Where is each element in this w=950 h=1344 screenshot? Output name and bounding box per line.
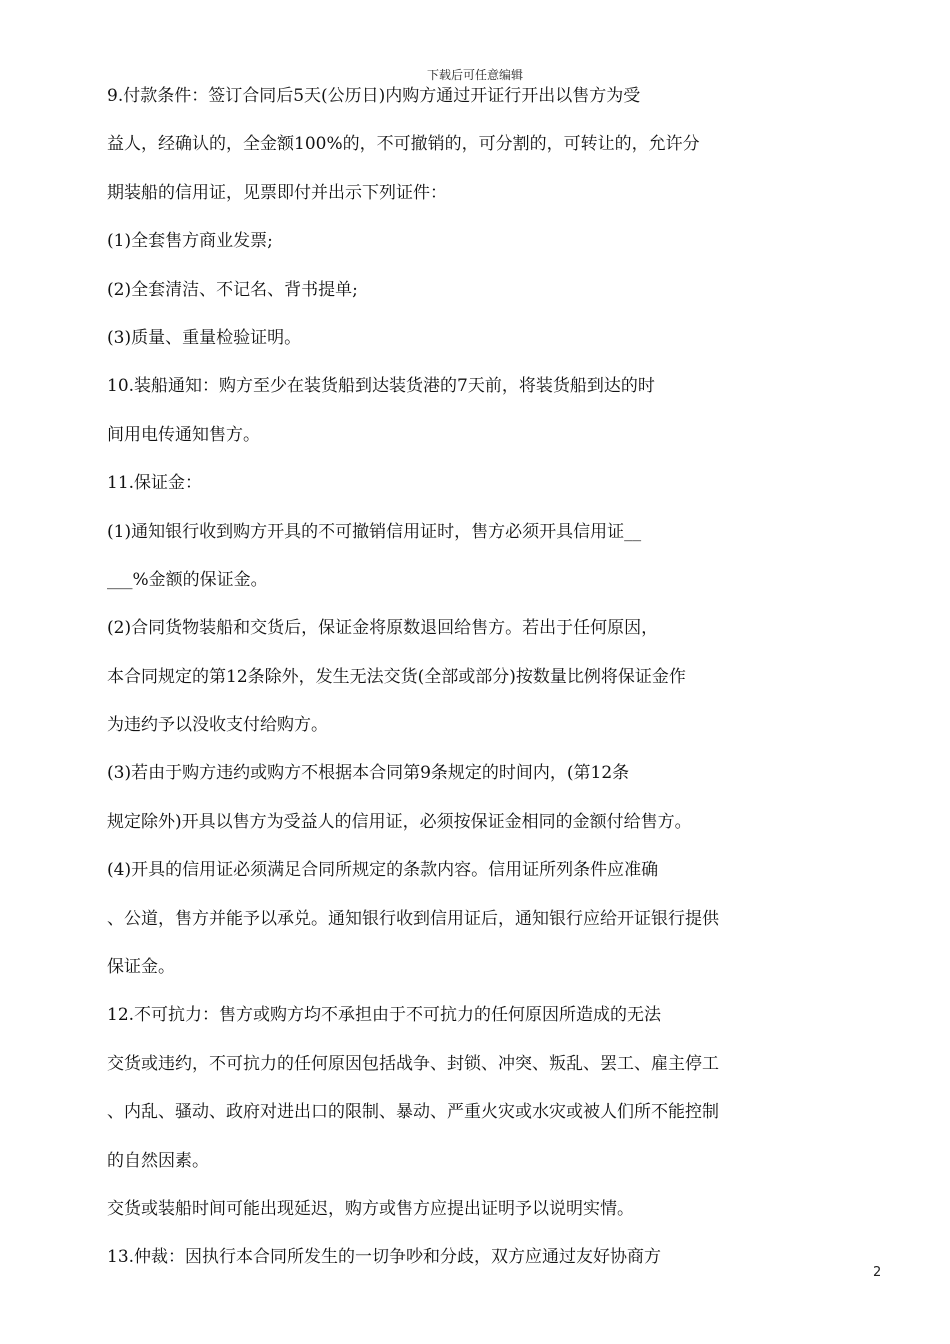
- text-line: ___%金额的保证金。: [107, 569, 268, 590]
- text-line: 保证金。: [107, 957, 175, 978]
- text-line: 交货或装船时间可能出现延迟，购方或售方应提出证明予以说明实情。: [107, 1198, 634, 1219]
- text-line: 为违约予以没收支付给购方。: [107, 715, 328, 736]
- text-line: 10.装船通知：购方至少在装货船到达装货港的7天前，将装货船到达的时: [107, 376, 655, 397]
- text-line: (2)全套清洁、不记名、背书提单;: [107, 279, 358, 300]
- text-line: 12.不可抗力：售方或购方均不承担由于不可抗力的任何原因所造成的无法: [107, 1005, 662, 1026]
- page-number: 2: [873, 1265, 882, 1280]
- text-line: 13.仲裁：因执行本合同所发生的一切争吵和分歧，双方应通过友好协商方: [107, 1247, 662, 1268]
- text-line: 益人，经确认的，全金额100%的，不可撤销的，可分割的，可转让的，允许分: [107, 134, 700, 155]
- text-line: 、内乱、骚动、政府对进出口的限制、暴动、严重火灾或水灾或被人们所不能控制: [107, 1102, 719, 1123]
- text-line: 交货或违约，不可抗力的任何原因包括战争、封锁、冲突、叛乱、罢工、雇主停工: [107, 1053, 719, 1074]
- text-line: 、公道，售方并能予以承兑。通知银行收到信用证后，通知银行应给开证银行提供: [107, 908, 719, 929]
- text-line: (2)合同货物装船和交货后，保证金将原数退回给售方。若出于任何原因，: [107, 618, 659, 639]
- text-line: 9.付款条件：签订合同后5天(公历日)内购方通过开证行开出以售方为受: [107, 86, 641, 106]
- text-line: 11.保证金：: [107, 473, 203, 494]
- text-line: (3)质量、重量检验证明。: [107, 327, 302, 348]
- text-line: 本合同规定的第12条除外，发生无法交货(全部或部分)按数量比例将保证金作: [107, 666, 686, 687]
- text-line: 规定除外)开具以售方为受益人的信用证，必须按保证金相同的金额付给售方。: [107, 811, 692, 832]
- text-line: (1)通知银行收到购方开具的不可撤销信用证时，售方必须开具信用证__: [107, 521, 642, 542]
- text-line: 期装船的信用证，见票即付并出示下列证件：: [107, 182, 447, 203]
- text-line: (3)若由于购方违约或购方不根据本合同第9条规定的时间内，(第12条: [107, 763, 630, 784]
- document-body: [107, 84, 719, 1294]
- page-header: 下载后可任意编辑: [426, 68, 523, 82]
- text-line: (4)开具的信用证必须满足合同所规定的条款内容。信用证所列条件应准确: [107, 860, 659, 881]
- text-line: 间用电传通知售方。: [107, 424, 260, 445]
- text-line: (1)全套售方商业发票;: [107, 231, 273, 252]
- text-line: 的自然因素。: [107, 1150, 209, 1171]
